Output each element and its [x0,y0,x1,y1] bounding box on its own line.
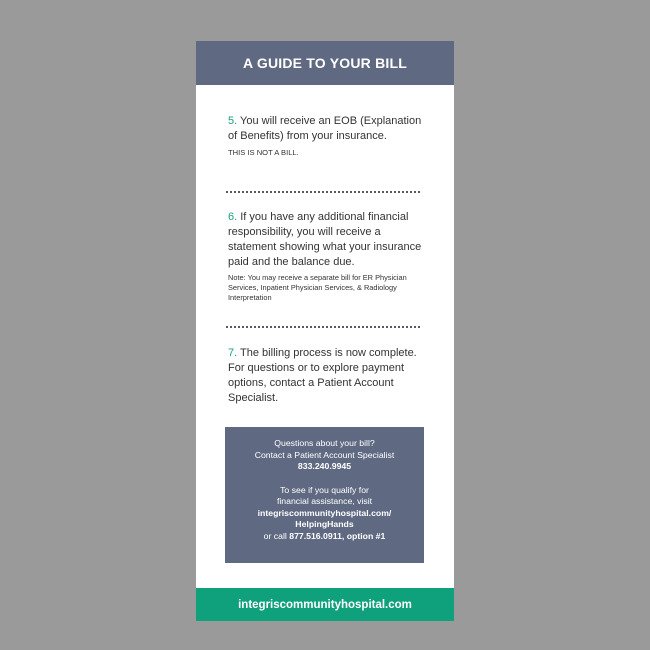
step-number: 7. [228,347,238,359]
info-question: Questions about your bill? [274,438,375,448]
step-number: 6. [228,211,238,223]
step-number: 5. [228,115,238,127]
call-number[interactable]: 877.516.0911, option #1 [289,530,386,541]
info-contact: Contact a Patient Account Specialist [254,449,395,460]
step-text: If you have any additional financial responsibility, you will receive a statement showing what your insurance paid and the balance due. [228,211,422,268]
step-note: THIS IS NOT A BILL. [228,148,299,157]
call-line [225,531,424,543]
dotted-divider [226,326,420,328]
phone-number[interactable]: 833.240.9945 [297,461,352,471]
step-text: The billing process is now complete. For questions or to explore payment options, contact a Patient Account Specialist. [228,347,417,404]
step-6 [228,210,428,303]
bill-guide-card [196,41,454,621]
step-5 [228,114,428,160]
assistance-text-2: financial assistance, visit [276,496,373,506]
guide-title: A GUIDE TO YOUR BILL [196,41,454,85]
website-footer[interactable]: integriscommunityhospital.com [196,588,454,621]
contact-info-box [225,427,424,563]
step-note: Note: You may receive a separate bill for ER Physician Services, Inpatient Physician Services, & Radiology Interpretation [228,273,407,302]
step-text: You will receive an EOB (Explanation of Benefits) from your insurance. [228,115,422,142]
assistance-text-1: To see if you qualify for [280,484,369,495]
helping-hands-link-1[interactable]: integriscommunityhospital.com/ [257,507,392,518]
call-prefix: or call [263,530,290,541]
step-7 [228,346,428,406]
helping-hands-link-2[interactable]: HelpingHands [295,519,354,529]
dotted-divider [226,191,420,193]
